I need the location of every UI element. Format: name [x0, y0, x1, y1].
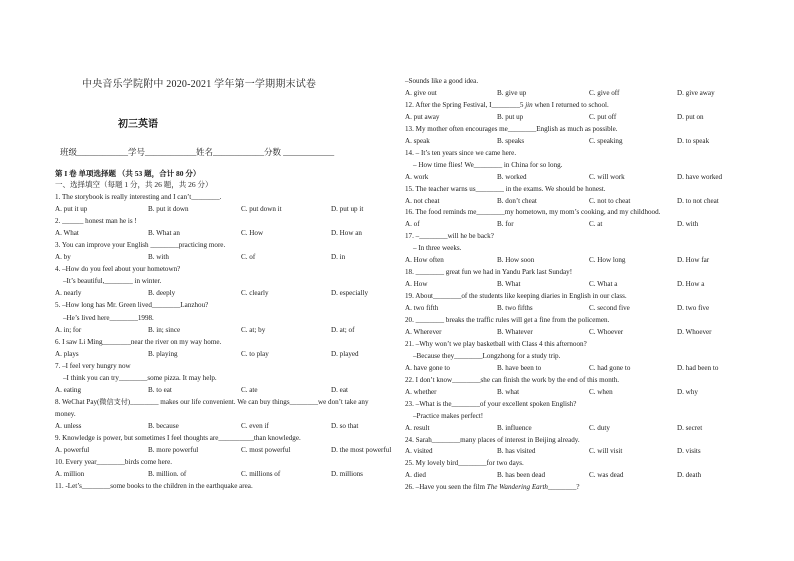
question-stem: 8. WeChat Pay(微信支付)________ makes our life convenient. We can buy things________we don’t take any — [55, 397, 369, 406]
answer-option: A. million — [55, 470, 85, 479]
answer-option: B. to eat — [148, 385, 172, 394]
answer-option: A. in; for — [55, 325, 82, 334]
text-line: –He’s lived here________1998. — [63, 313, 154, 322]
answer-option: C. Whoever — [589, 327, 624, 336]
answer-option: D. put on — [677, 112, 704, 121]
question-stem: 11. -Let’s________some books to the children in the earthquake area. — [55, 482, 253, 491]
answer-option: D. why — [677, 387, 698, 396]
answer-option: D. to speak — [677, 136, 710, 145]
answer-option: A. What — [55, 229, 79, 238]
text-line: money. — [55, 409, 76, 418]
answer-option: B. How soon — [497, 256, 535, 265]
text-line: – How time flies! We________ in China for so long. — [413, 160, 563, 169]
answer-option: C. when — [589, 387, 613, 396]
answer-option: C. will visit — [589, 447, 623, 456]
answer-option: A. give out — [405, 88, 437, 97]
answer-option: A. powerful — [55, 446, 90, 455]
answer-option: D. How an — [331, 229, 362, 238]
answer-option: D. at; of — [331, 325, 355, 334]
question-stem: 20. ________ breaks the traffic rules will get a fine from the policemen. — [405, 316, 610, 324]
question-stem: 16. The food reminds me________my hometown, my mom’s cooking, and my childhood. — [405, 208, 661, 217]
question-stem: 14. – It’s ten years since we came here. — [405, 148, 517, 157]
answer-option: A. by — [55, 253, 71, 262]
answer-option: C. was dead — [589, 471, 624, 480]
question-stem: 7. –I feel very hungry now — [55, 361, 131, 370]
answer-option: D. so that — [331, 421, 359, 430]
question-stem: 5. –How long has Mr. Green lived________Lanzhou? — [55, 301, 209, 310]
answer-option: A. of — [405, 220, 420, 229]
answer-option: D. visits — [677, 447, 701, 456]
answer-option: D. the most powerful — [331, 446, 392, 455]
answer-option: B. give up — [497, 88, 527, 97]
answer-option: A. result — [405, 423, 430, 432]
answer-option: B. don’t cheat — [497, 196, 537, 205]
answer-option: B. because — [148, 421, 179, 430]
question-stem: 1. The storybook is really interesting and I can’t________. — [55, 193, 222, 201]
answer-option: A. How — [405, 280, 428, 289]
answer-option: D. had been to — [677, 363, 719, 372]
text-line: –I think you can try________some pizza. It may help. — [63, 373, 217, 382]
answer-option: D. give away — [677, 88, 715, 97]
answer-option: C. most powerful — [241, 446, 291, 455]
answer-option: C. duty — [589, 423, 610, 432]
answer-option: B. has visited — [497, 447, 536, 456]
question-stem: 23. –What is the________of your excellent spoken English? — [405, 399, 577, 408]
answer-option: C. second five — [589, 304, 630, 313]
question-stem: 26. –Have you seen the film The Wandering Earth________? — [405, 483, 580, 492]
answer-option: A. Wherever — [405, 327, 442, 336]
answer-option: A. put away — [405, 112, 440, 121]
question-stem: 10. Every year________birds come here. — [55, 458, 173, 467]
question-stem: 18. ________ great fun we had in Yandu Park last Sunday! — [405, 268, 573, 277]
answer-option: D. How far — [677, 256, 710, 265]
text-line: –It’s beautiful,________ in winter. — [63, 277, 162, 286]
answer-option: A. have gone to — [405, 363, 450, 372]
answer-option: C. put off — [589, 112, 617, 121]
answer-option: D. to not cheat — [677, 196, 719, 205]
answer-option: B. more powerful — [148, 446, 199, 455]
answer-option: A. work — [405, 172, 429, 181]
answer-option: B. have been to — [497, 363, 542, 372]
answer-option: B. put it down — [148, 205, 189, 214]
answer-option: B. What an — [148, 229, 180, 238]
question-stem: 12. After the Spring Festival, I________5 jin when I returned to school. — [405, 100, 609, 109]
answer-option: B. deeply — [148, 289, 176, 298]
answer-option: B. playing — [148, 349, 178, 358]
answer-option: D. Whoever — [677, 327, 712, 336]
section-subheading: 一、选择填空（每题 1 分，共 26 题，共 26 分） — [55, 180, 213, 189]
answer-option: C. to play — [241, 349, 269, 358]
answer-option: A. speak — [405, 136, 430, 145]
answer-option: C. millions of — [241, 470, 281, 479]
answer-option: C. not to cheat — [589, 196, 631, 205]
subject-title: 初三英语 — [118, 119, 158, 130]
answer-option: A. two fifth — [405, 304, 439, 313]
answer-option: D. with — [677, 220, 699, 229]
answer-option: C. What a — [589, 280, 618, 289]
question-stem: 25. My lovely bird________for two days. — [405, 459, 524, 468]
question-stem: 4. –How do you feel about your hometown? — [55, 265, 181, 274]
answer-option: B. has been dead — [497, 471, 546, 480]
answer-option: C. ate — [241, 385, 258, 394]
question-stem: 2. ______ honest man he is ! — [55, 217, 137, 226]
page-title: 中央音乐学院附中 2020-2021 学年第一学期期末试卷 — [82, 79, 317, 90]
answer-option: A. died — [405, 471, 426, 480]
answer-option: D. secret — [677, 423, 703, 432]
answer-option: A. not cheat — [405, 196, 440, 205]
answer-option: A. nearly — [55, 289, 82, 298]
answer-option: A. How often — [405, 256, 444, 265]
answer-option: D. two five — [677, 304, 710, 313]
answer-option: A. eating — [55, 385, 82, 394]
question-stem: 15. The teacher warns us________ in the exams. We should be honest. — [405, 184, 606, 193]
answer-option: D. have worked — [677, 172, 723, 181]
answer-option: B. Whatever — [497, 327, 533, 336]
answer-option: B. influence — [497, 423, 532, 432]
answer-option: B. What — [497, 280, 521, 289]
answer-option: D. eat — [331, 385, 348, 394]
answer-option: A. visited — [405, 447, 433, 456]
section-heading: 第 I 卷 单项选择题 （共 53 题，合计 80 分） — [55, 169, 201, 178]
question-stem: 6. I saw Li Ming________near the river on my way home. — [55, 337, 222, 346]
answer-option: B. put up — [497, 112, 524, 121]
answer-option: A. plays — [55, 349, 79, 358]
answer-option: D. in — [331, 253, 346, 262]
answer-option: C. at; by — [241, 325, 266, 334]
question-stem: 19. About________of the students like keeping diaries in English in our class. — [405, 292, 627, 301]
answer-option: D. millions — [331, 470, 363, 479]
answer-option: B. in; since — [148, 325, 181, 334]
question-stem: 21. –Why won’t we play basketball with Class 4 this afternoon? — [405, 339, 587, 348]
student-info-line: 班级____________学号____________姓名____________分数 ____________ — [60, 147, 335, 157]
answer-option: D. death — [677, 471, 702, 480]
answer-option: C. of — [241, 253, 256, 262]
answer-option: B. with — [148, 253, 169, 262]
answer-option: C. at — [589, 220, 603, 229]
text-line: –Sounds like a good idea. — [405, 77, 479, 85]
answer-option: C. clearly — [241, 289, 269, 298]
answer-option: A. put it up — [55, 205, 88, 214]
text-line: – In three weeks. — [413, 244, 462, 253]
answer-option: C. How — [241, 229, 264, 238]
answer-option: D. especially — [331, 289, 369, 298]
answer-option: C. put down it — [241, 205, 282, 214]
text-line: –Because they________Longzhong for a study trip. — [413, 351, 561, 360]
question-stem: 13. My mother often encourages me________English as much as possible. — [405, 124, 618, 133]
answer-option: B. speaks — [497, 136, 525, 145]
answer-option: C. had gone to — [589, 363, 631, 372]
answer-option: B. worked — [497, 172, 527, 181]
answer-option: B. what — [497, 387, 520, 396]
question-stem: 17. –________will he be back? — [405, 232, 494, 241]
answer-option: D. How a — [677, 280, 705, 289]
answer-option: B. million. of — [148, 470, 187, 479]
question-stem: 24. Sarah________many places of interest in Beijing already. — [405, 435, 580, 444]
answer-option: C. speaking — [589, 136, 623, 145]
answer-option: A. unless — [55, 421, 82, 430]
answer-option: D. played — [331, 349, 359, 358]
answer-option: A. whether — [405, 387, 437, 396]
answer-option: C. give off — [589, 88, 620, 97]
question-stem: 9. Knowledge is power, but sometimes I feel thoughts are__________than knowledge. — [55, 434, 301, 442]
question-stem: 22. I don’t know________she can finish the work by the end of this month. — [405, 375, 620, 384]
answer-option: C. How long — [589, 256, 626, 265]
text-line: –Practice makes perfect! — [413, 411, 484, 420]
answer-option: B. two fifths — [497, 304, 533, 313]
answer-option: C. will work — [589, 172, 625, 181]
answer-option: D. put up it — [331, 205, 364, 214]
question-stem: 3. You can improve your English ________practicing more. — [55, 241, 226, 250]
answer-option: C. even if — [241, 421, 269, 430]
answer-option: B. for — [497, 220, 514, 229]
